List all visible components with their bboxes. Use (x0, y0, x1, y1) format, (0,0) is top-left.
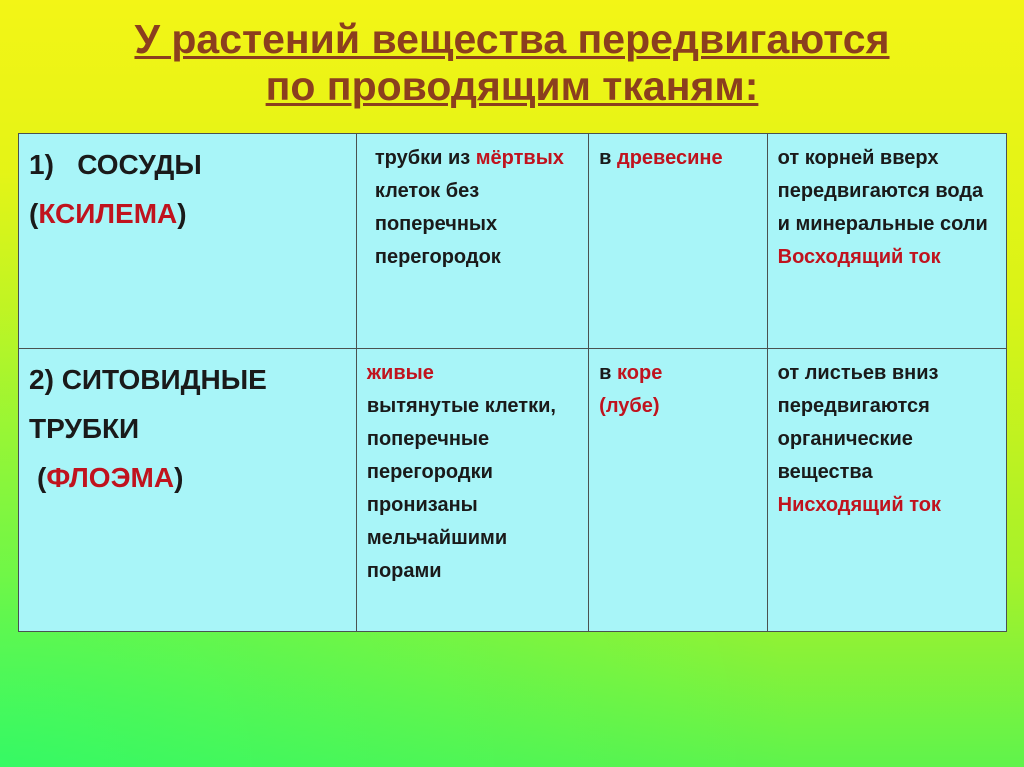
structure-highlight: мёртвых (475, 147, 564, 169)
location-cell (589, 349, 767, 632)
row-number: 1) (29, 149, 54, 180)
tissue-name: СОСУДЫ (77, 149, 202, 180)
title-line-2: по проводящим тканям: (265, 63, 759, 109)
structure-text: трубки из (374, 147, 471, 169)
function-text: от корней вверх передвигаются вода и минеральные соли (777, 147, 988, 235)
location-prefix: в (599, 362, 618, 384)
structure-text-rest: клеток без поперечных перегородок (374, 180, 501, 268)
structure-cell (356, 349, 588, 632)
location-prefix: в (599, 147, 618, 169)
paren-close: ) (177, 198, 187, 229)
tissue-name: СИТОВИДНЫЕ ТРУБКИ (29, 364, 267, 444)
flow-direction: Восходящий ток (777, 246, 941, 268)
location-cell (589, 134, 767, 349)
paren-open: ( (29, 198, 39, 229)
slide-title (30, 16, 994, 110)
tissue-name-cell (19, 134, 357, 349)
function-cell (767, 134, 1006, 349)
tissue-name-cell (19, 349, 357, 632)
structure-highlight: живые (366, 362, 434, 384)
location-place: коре (617, 362, 663, 384)
paren-open: ( (37, 462, 47, 493)
table-row (19, 134, 1007, 349)
title-line-1: У растений вещества передвигаются (134, 16, 890, 62)
table-row (19, 349, 1007, 632)
location-place-alt: (лубе) (599, 395, 660, 417)
paren-close: ) (174, 462, 184, 493)
structure-text: вытянутые клетки, поперечные перегородки пронизаны мельчайшими порами (366, 395, 556, 582)
location-place: древесине (617, 147, 723, 169)
tissue-term: ФЛОЭМА (46, 462, 175, 493)
flow-direction: Нисходящий ток (777, 494, 941, 516)
row-number: 2) (29, 364, 54, 395)
structure-cell (356, 134, 588, 349)
function-cell (767, 349, 1006, 632)
conducting-tissues-table (18, 133, 1007, 632)
tissue-term: КСИЛЕМА (38, 198, 178, 229)
function-text: от листьев вниз передвигаются органические вещества (777, 362, 939, 483)
